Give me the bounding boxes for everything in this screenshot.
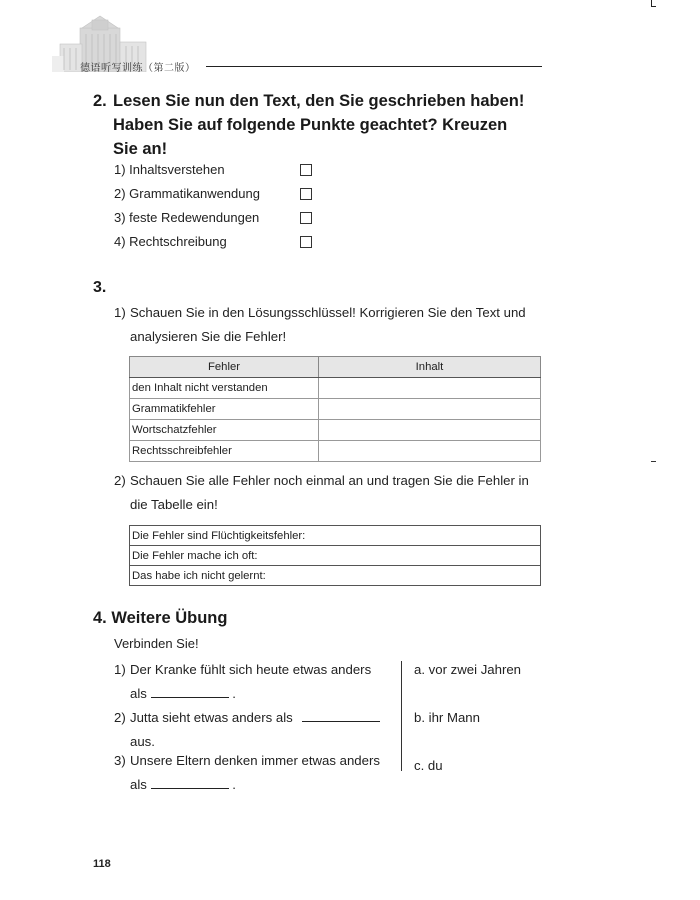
table-row xyxy=(130,378,541,399)
checkbox[interactable] xyxy=(300,236,312,248)
content-cell[interactable] xyxy=(319,378,541,399)
question-text-post: . xyxy=(232,777,236,792)
question-text: Unsere Eltern denken immer etwas anders xyxy=(130,753,380,768)
section-2-heading xyxy=(93,89,553,161)
section-2-number: 2. xyxy=(93,92,107,110)
matching-divider xyxy=(401,661,402,771)
question-number: 1) xyxy=(114,662,126,677)
error-type-cell: Wortschatzfehler xyxy=(130,420,319,441)
table-row xyxy=(130,526,541,546)
table-row xyxy=(130,420,541,441)
matching-question-3 xyxy=(114,749,380,773)
error-category-cell[interactable]: Die Fehler sind Flüchtigkeitsfehler: xyxy=(130,526,541,546)
matching-question-1-line-2 xyxy=(130,682,236,706)
matching-question-2 xyxy=(114,706,380,730)
question-number: 3) xyxy=(114,753,126,768)
error-type-cell: den Inhalt nicht verstanden xyxy=(130,378,319,399)
task-1-instruction xyxy=(114,301,554,349)
checklist-label: 3) feste Redewendungen xyxy=(114,210,260,225)
checklist-item xyxy=(114,185,314,203)
task-2-line-2: die Tabelle ein! xyxy=(130,497,218,512)
checklist-item xyxy=(114,209,314,227)
task-2-instruction xyxy=(114,469,554,517)
section-4-instruction: Verbinden Sie! xyxy=(114,636,199,651)
checklist-label: 4) Rechtschreibung xyxy=(114,234,227,249)
task-1-line-1: Schauen Sie in den Lösungsschlüssel! Korrigieren Sie den Text und xyxy=(130,305,526,320)
question-text-post: . xyxy=(232,686,236,701)
content-cell[interactable] xyxy=(319,420,541,441)
checkbox[interactable] xyxy=(300,164,312,176)
answer-blank[interactable] xyxy=(151,776,229,789)
section-2-line-1 xyxy=(93,89,553,113)
checkbox[interactable] xyxy=(300,212,312,224)
section-2-line-2: Haben Sie auf folgende Punkte geachtet? Kreuzen xyxy=(113,116,508,134)
question-text-pre: aus. xyxy=(130,734,155,749)
section-3-heading: 3. xyxy=(93,279,107,296)
crop-mark xyxy=(651,0,656,7)
column-header-fehler: Fehler xyxy=(130,357,319,378)
content-cell[interactable] xyxy=(319,399,541,420)
question-text-pre: als xyxy=(130,777,147,792)
question-number: 2) xyxy=(114,710,126,725)
book-title: 德语听写训练（第二版） xyxy=(80,63,196,74)
section-2-line-3: Sie an! xyxy=(113,140,168,158)
matching-answer-a[interactable]: a. vor zwei Jahren xyxy=(414,662,522,677)
error-type-cell: Grammatikfehler xyxy=(130,399,319,420)
error-category-cell[interactable]: Die Fehler mache ich oft: xyxy=(130,546,541,566)
answer-blank[interactable] xyxy=(302,709,380,722)
matching-answer-c[interactable]: c. du xyxy=(414,758,443,773)
table-row xyxy=(130,566,541,586)
table-row xyxy=(130,399,541,420)
question-text: Der Kranke fühlt sich heute etwas anders xyxy=(130,662,372,677)
table-row xyxy=(130,546,541,566)
section-2-title-text: Lesen Sie nun den Text, den Sie geschrieben haben! xyxy=(113,92,525,110)
question-text: Jutta sieht etwas anders als xyxy=(130,710,293,725)
table-header-row xyxy=(130,357,541,378)
column-header-inhalt: Inhalt xyxy=(319,357,541,378)
matching-question-3-line-2 xyxy=(130,773,236,797)
content-cell[interactable] xyxy=(319,441,541,462)
task-1-line-2: analysieren Sie die Fehler! xyxy=(130,329,287,344)
task-2-number: 2) xyxy=(114,473,126,488)
question-text-pre: als xyxy=(130,686,147,701)
checklist-label: 2) Grammatikanwendung xyxy=(114,186,260,201)
error-category-table xyxy=(129,525,541,586)
section-4-heading: 4. Weitere Übung xyxy=(93,609,228,627)
checklist-item xyxy=(114,233,314,251)
task-1-number: 1) xyxy=(114,305,126,320)
page-number: 118 xyxy=(93,858,111,870)
checklist-label: 1) Inhaltsverstehen xyxy=(114,162,225,177)
checklist-item xyxy=(114,161,314,179)
task-2-line-1: Schauen Sie alle Fehler noch einmal an und tragen Sie die Fehler in xyxy=(130,473,529,488)
checkbox[interactable] xyxy=(300,188,312,200)
matching-answer-b[interactable]: b. ihr Mann xyxy=(414,710,480,725)
header-rule xyxy=(206,66,542,67)
answer-blank[interactable] xyxy=(151,685,229,698)
error-category-cell[interactable]: Das habe ich nicht gelernt: xyxy=(130,566,541,586)
table-row xyxy=(130,441,541,462)
matching-question-1 xyxy=(114,658,371,682)
error-analysis-table xyxy=(129,356,541,462)
side-mark xyxy=(651,461,656,462)
error-type-cell: Rechtsschreibfehler xyxy=(130,441,319,462)
